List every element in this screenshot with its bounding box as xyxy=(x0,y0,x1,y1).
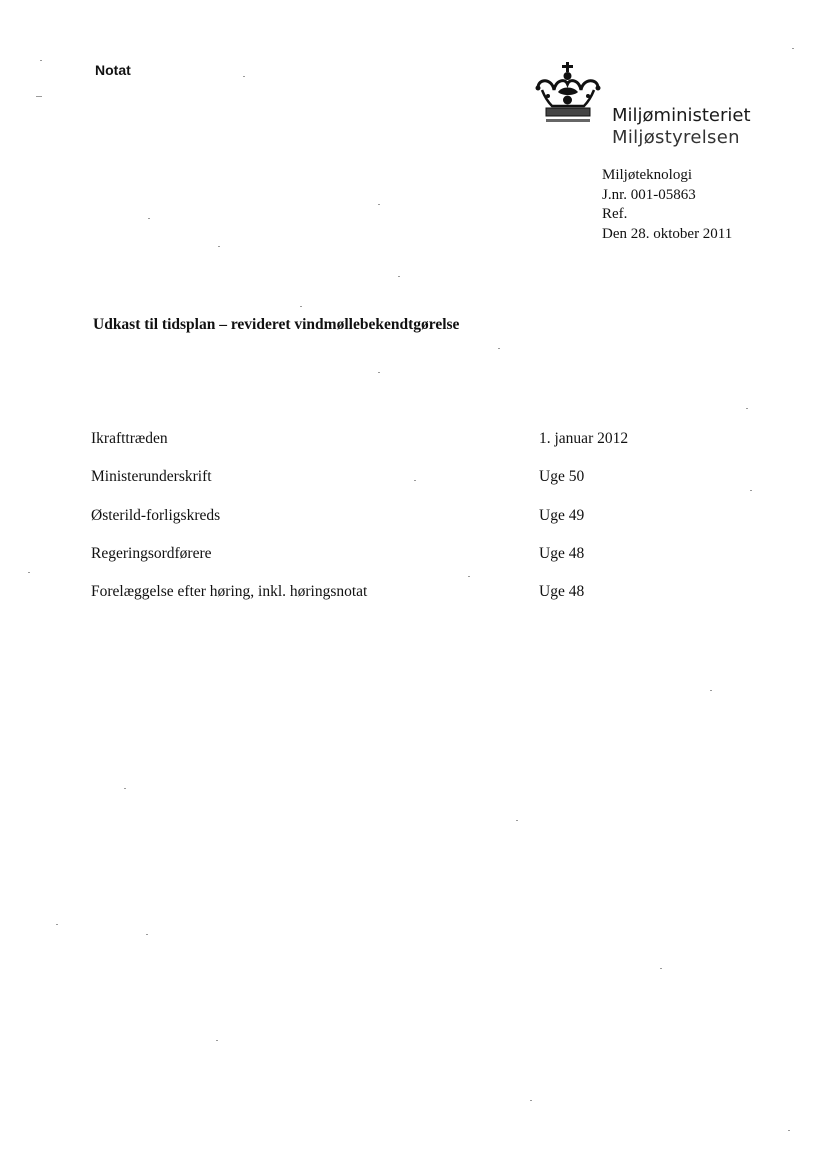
scan-speck xyxy=(498,348,500,349)
scan-speck xyxy=(516,820,518,821)
schedule-label: Regeringsordførere xyxy=(91,544,212,562)
scan-speck xyxy=(746,408,748,409)
ministry-name: Miljøministeriet xyxy=(612,105,751,126)
document-type-label: Notat xyxy=(95,62,131,78)
scan-speck xyxy=(414,480,416,481)
schedule-row xyxy=(91,507,691,545)
schedule-row xyxy=(91,583,691,621)
scan-speck xyxy=(56,924,58,925)
schedule-row xyxy=(91,468,691,506)
schedule-date: Uge 49 xyxy=(539,506,585,524)
schedule-date: Uge 48 xyxy=(539,583,585,601)
meta-journal-number: J.nr. 001-05863 xyxy=(602,186,696,203)
agency-name: Miljøstyrelsen xyxy=(612,127,740,148)
scan-speck xyxy=(243,76,245,77)
scan-speck xyxy=(710,690,712,691)
scan-speck xyxy=(468,576,470,577)
schedule-label: Forelæggelse efter høring, inkl. høringsnotat xyxy=(91,583,368,601)
schedule-row xyxy=(91,430,691,468)
scan-speck xyxy=(378,204,380,205)
scan-speck xyxy=(300,306,302,307)
scan-speck xyxy=(148,218,150,219)
scan-speck xyxy=(146,934,148,935)
scan-speck xyxy=(28,572,30,573)
meta-department: Miljøteknologi xyxy=(602,167,692,183)
document-title: Udkast til tidsplan – revideret vindmøllebekendtgørelse xyxy=(93,316,460,333)
scan-speck xyxy=(216,1040,218,1041)
schedule-table xyxy=(91,430,691,621)
scan-speck xyxy=(792,48,794,49)
document-meta xyxy=(602,166,732,244)
schedule-date: Uge 50 xyxy=(539,468,585,486)
scan-speck xyxy=(530,1100,532,1101)
schedule-date: Uge 48 xyxy=(539,544,585,562)
schedule-row xyxy=(91,545,691,583)
meta-date: Den 28. oktober 2011 xyxy=(602,225,733,242)
scan-speck xyxy=(36,96,42,97)
scan-speck xyxy=(788,1130,790,1131)
scan-speck xyxy=(398,276,400,277)
scan-speck xyxy=(40,60,42,61)
scan-speck xyxy=(218,246,220,247)
schedule-label: Østerild-forligskreds xyxy=(91,506,221,524)
scan-speck xyxy=(660,968,662,969)
ministry-block xyxy=(612,105,751,149)
scan-speck xyxy=(750,490,752,491)
scan-speck xyxy=(124,788,126,789)
schedule-label: Ministerunderskrift xyxy=(91,468,212,486)
schedule-date: 1. januar 2012 xyxy=(539,430,629,447)
schedule-label: Ikrafttræden xyxy=(91,430,168,447)
scan-speck xyxy=(378,372,380,373)
meta-reference: Ref. xyxy=(602,206,628,222)
royal-crown-icon xyxy=(532,60,604,128)
